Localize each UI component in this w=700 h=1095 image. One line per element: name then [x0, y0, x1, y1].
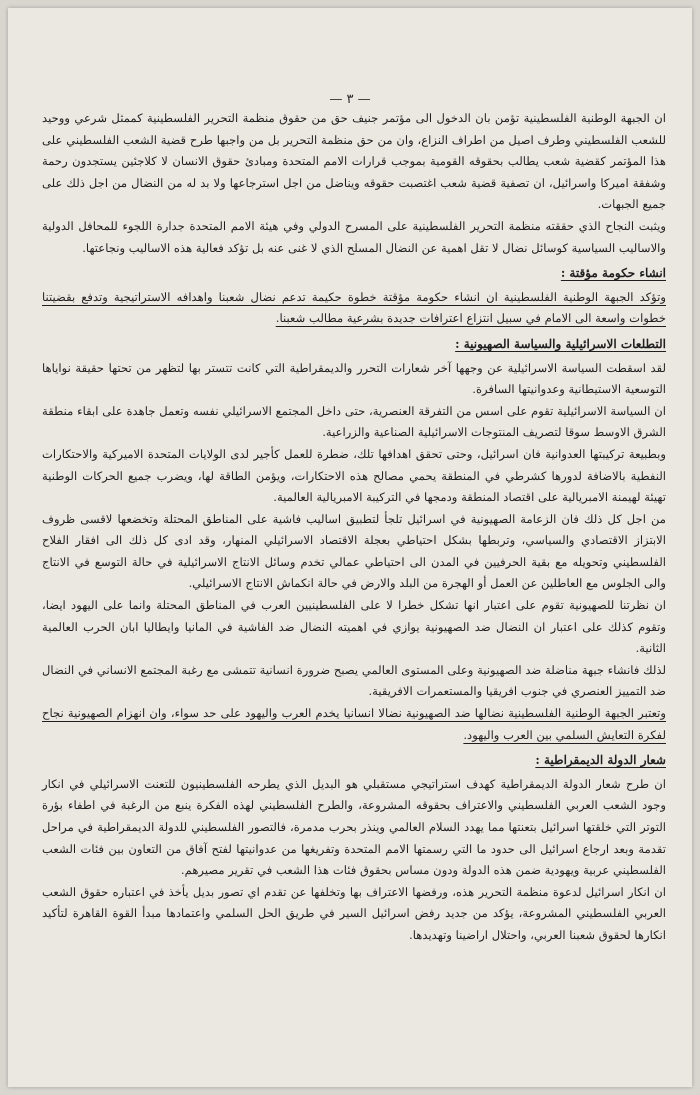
section-heading: انشاء حكومة مؤقتة : — [560, 266, 666, 281]
page-number: — ٣ — — [329, 92, 371, 107]
document-page — [8, 8, 692, 1087]
paragraph: ويثبت النجاح الذي حققته منظمة التحرير الفلسطينية على المسرح الدولي وفي هيئة الامم المتحدة جدارة اللجوء للمحافل الدولية والاساليب السياسية كوسائل نضال لا تقل اهمية عن النضال المسلح الذي لا غنى عنه بل تؤكد فعالية هذه الاساليب ونجاعتها. — [42, 218, 666, 255]
paragraph: وتعتبر الجبهة الوطنية الفلسطينية نضالها ضد الصهيونية نضالا انسانيا يخدم العرب واليهود على حد سواء، وان انهزام الصهيونية نجاح لفكرة التعايش السلمي بين العرب واليهود. — [42, 706, 666, 742]
paragraph: وتؤكد الجبهة الوطنية الفلسطينية ان انشاء حكومة مؤقتة خطوة حكيمة تدعم نضال شعبنا واهدافه الاستراتيجية وتدفع بقضيتنا خطوات واسعة الى الامام في سبيل انتزاع اعترافات جديدة بشرعية مطالب شعبنا. — [42, 289, 666, 326]
paragraph: ان السياسة الاسرائيلية تقوم على اسس من التفرقة العنصرية، حتى داخل المجتمع الاسرائيلي نفسه وتعمل جاهدة على ابقاء منطقة الشرق الاوسط سوقا لتصريف المنتوجات الاسرائيلية الصناعية والزراعية. — [42, 403, 666, 440]
paragraph: وبطبيعة تركيبتها العدوانية فان اسرائيل، وحتى تحقق اهدافها تلك، ضطرة للعمل كأجير لدى الولايات المتحدة الاميركية والاحتكارات النفطية بالاضافة لدورها كشرطي في المنطقة يحمي مصالح هذه الاحتكارات، ويؤمن الطاقة لها، ويضرب جميع الحركات الوطنية تهيئة لهيمنة الامبريالية على اقتصاد المنطقة ودمجها في التركيبة الامبريالية العالمية. — [42, 446, 666, 505]
section-heading: التطلعات الاسرائيلية والسياسة الصهيونية : — [455, 336, 666, 351]
paragraph: ان انكار اسرائيل لدعوة منظمة التحرير هذه، ورفضها الاعتراف بها وتخلفها عن تقدم اي تصور بديل يأخذ في اعتباره حقوق الشعب العربي الفلسطيني المشروعة، يؤكد من جديد رفض اسرائيل السير في طريق الحل السلمي واعتمادها مبدأ القوة القاهرة لتأكيد انكارها لحقوق شعبنا العربي، واحتلال اراضينا وتهديدها. — [42, 884, 666, 942]
document-body — [42, 108, 666, 1073]
paragraph: ان الجبهة الوطنية الفلسطينية تؤمن بان الدخول الى مؤتمر جنيف حق من حقوق منظمة التحرير الفلسطينية كممثل شرعي ووحيد للشعب الفلسطيني وطرف اصيل من اطراف النزاع، وان من حق منظمة التحرير بل من واجبها طرح قضية الشعب الفلسطيني على هذا المؤتمر كقضية شعب يطالب بحقوقه القومية بموجب قرارات الامم المتحدة ومبادئ حقوق الانسان لا كلاجئين يستجدون رحمة وشفقة اميركا واسرائيل، ان تصفية قضية شعب اغتصبت حقوقه ويناضل من اجل استرجاعها ولا بد له من النضال من اجل ذلك على جميع الجبهات. — [42, 111, 666, 212]
paragraph: ان طرح شعار الدولة الديمقراطية كهدف استراتيجي مستقبلي هو البديل الذي يطرحه الفلسطينيون للتعنت الاسرائيلي في انكار وجود الشعب العربي الفلسطيني والاعتراف بحقوقه المشروعة، والطرح الفلسطيني لهذه الفكرة ينبع من الرغبة في اطفاء بؤرة التوتر التي خلقتها اسرائيل بتعنتها مما يهدد السلام العالمي وينذر بحرب مدمرة، فالتصور الفلسطيني للدولة الديمقراطية في مراحل تقدمة وبعد ارجاع اسرائيل الى حدود ما التي رسمتها الامم المتحدة وتفريغها من عدوانيتها لفتح آفاق من التعاون بين فئات الشعب الفلسطيني عربية ويهودية ضمن هذه الدولة ودون مساس بحقوق فئات هذا الشعب في تقرير مصيرهم. — [42, 776, 666, 878]
paragraph: لقد اسقطت السياسة الاسرائيلية عن وجهها آخر شعارات التحرر والديمقراطية التي كانت تتستر بها لتظهر من تحتها حقيقة نواياها التوسعية الاستيطانية وعدوانيتها السافرة. — [42, 360, 666, 397]
paragraph: من اجل كل ذلك فان الزعامة الصهيونية في اسرائيل تلجأ لتطبيق اساليب فاشية على المناطق المحتلة وتخضعها لاقسى ظروف الابتزاز الاقتصادي والسياسي، وتربطها بشكل احتياطي بعجلة الاقتصاد الاسرائيلي المنهار، وقد ادى كل ذلك الى افقار الفلاح الفلسطيني وتحويله مع بقية الحرفيين في المدن الى احتياطي عمالي تخدم وسائل الانتاج الاسرائيلية في حالة التوسع في الانتاج والى الجلوس مع العاطلين عن العمل أو الهجرة من البلد والارض في حالة انكماش الانتاج الاسرائيلي. — [42, 511, 666, 591]
paragraph: ان نظرتنا للصهيونية تقوم على اعتبار انها تشكل خطرا لا على الفلسطينيين العرب في المناطق المحتلة وانما على اليهود ايضا، وتقوم كذلك على اعتبار ان النضال ضد الصهيونية يوازي في اهميته النضال ضد الفاشية في المانيا وايطاليا ابان الحرب العالمية الثانية. — [42, 598, 666, 656]
section-heading: شعار الدولة الديمقراطية : — [535, 753, 666, 768]
paragraph: لذلك فانشاء جبهة مناضلة ضد الصهيونية وعلى المستوى العالمي يصبح ضرورة انسانية تتمشى مع رغبة المجتمع الانساني في النضال ضد التمييز العنصري في جنوب افريقيا والمستعمرات الافريقية. — [42, 662, 666, 699]
